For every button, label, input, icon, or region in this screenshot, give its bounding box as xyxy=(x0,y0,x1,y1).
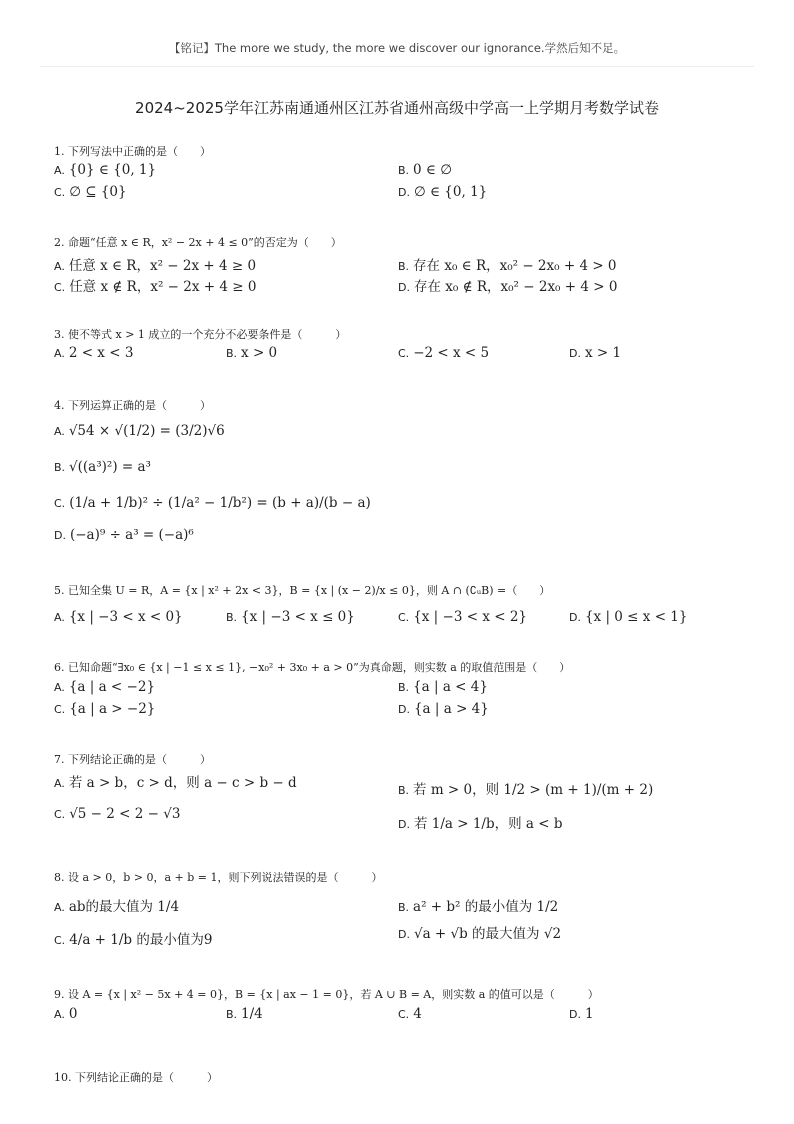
option-text: 若 1/a > 1/b，则 a < b xyxy=(413,816,563,832)
question-2-option-b xyxy=(398,254,617,274)
option-text: {a | a < −2} xyxy=(68,679,156,695)
option-text: (−a)⁹ ÷ a³ = (−a)⁶ xyxy=(69,527,194,543)
question-1-option-a xyxy=(54,162,156,178)
option-label: B. xyxy=(398,901,410,914)
question-3-stem: 3. 使不等式 x > 1 成立的一个充分不必要条件是（ ） xyxy=(54,328,347,341)
question-6-stem: 6. 已知命题“∃x₀ ∈ {x | −1 ≤ x ≤ 1}, −x₀² + 3x₀ + a > 0”为真命题，则实数 a 的取值范围是（ ） xyxy=(54,661,571,674)
option-label: D. xyxy=(398,281,410,294)
option-label: D. xyxy=(569,1008,581,1021)
question-2-option-d xyxy=(398,275,617,295)
option-label: A. xyxy=(54,1008,65,1021)
option-text: a² + b² 的最小值为 1/2 xyxy=(413,899,559,915)
option-label: B. xyxy=(54,461,66,474)
option-text: {a | a < 4} xyxy=(413,679,488,695)
option-text: 0 xyxy=(68,1006,78,1022)
option-label: A. xyxy=(54,164,65,177)
question-8-option-c xyxy=(54,928,212,948)
question-5-option-a xyxy=(54,609,183,625)
question-3-option-d xyxy=(569,345,621,361)
option-label: C. xyxy=(54,186,66,199)
option-text: √54 × √(1/2) = (3/2)√6 xyxy=(68,423,225,439)
header-motto: 【铭记】The more we study, the more we discover our ignorance.学然后知不足。 xyxy=(168,41,626,55)
question-6-option-a xyxy=(54,679,155,695)
question-1-option-b xyxy=(398,162,452,178)
option-label: B. xyxy=(398,164,410,177)
option-label: D. xyxy=(398,928,410,941)
question-1-option-d xyxy=(398,184,487,200)
option-label: A. xyxy=(54,901,65,914)
question-1-stem: 1. 下列写法中正确的是（ ） xyxy=(54,145,211,158)
option-label: C. xyxy=(398,347,410,360)
option-text: √a + √b 的最大值为 √2 xyxy=(413,926,562,942)
option-text: 存在 x₀ ∈ R，x₀² − 2x₀ + 4 > 0 xyxy=(413,258,617,274)
question-6-option-c xyxy=(54,701,155,717)
option-label: D. xyxy=(398,818,410,831)
question-9-option-c xyxy=(398,1006,422,1022)
question-1-option-c xyxy=(54,184,127,200)
option-text: 4 xyxy=(413,1006,422,1022)
question-7-option-a xyxy=(54,771,297,791)
question-8-option-d xyxy=(398,922,561,942)
option-text: √5 − 2 < 2 − √3 xyxy=(69,806,181,822)
option-text: {x | 0 ≤ x < 1} xyxy=(584,609,688,625)
option-text: ∅ ∈ {0, 1} xyxy=(413,184,488,200)
question-4-option-c xyxy=(54,495,371,511)
option-label: C. xyxy=(54,808,66,821)
option-text: 4/a + 1/b 的最小值为9 xyxy=(69,932,213,948)
option-label: B. xyxy=(398,784,410,797)
question-5-stem: 5. 已知全集 U = R，A = {x | x² + 2x < 3}，B = {x | (x − 2)/x ≤ 0}，则 A ∩ (∁ᵤB) =（ ） xyxy=(54,584,551,597)
option-text: {0} ∈ {0, 1} xyxy=(68,162,157,178)
option-label: A. xyxy=(54,425,65,438)
question-3-option-c xyxy=(398,345,489,361)
option-text: 1 xyxy=(584,1006,594,1022)
option-text: 若 m > 0，则 1/2 > (m + 1)/(m + 2) xyxy=(413,782,654,798)
option-text: {x | −3 < x < 0} xyxy=(68,609,183,625)
question-2-option-c xyxy=(54,275,256,295)
question-6-option-b xyxy=(398,679,488,695)
question-5-option-c xyxy=(398,609,527,625)
option-label: B. xyxy=(226,1008,238,1021)
option-text: 1/4 xyxy=(241,1006,263,1022)
question-8-option-b xyxy=(398,895,558,915)
question-7-stem: 7. 下列结论正确的是（ ） xyxy=(54,753,211,766)
option-label: D. xyxy=(398,703,410,716)
question-8-stem: 8. 设 a > 0，b > 0，a + b = 1，则下列说法错误的是（ ） xyxy=(54,871,383,884)
option-text: 若 a > b，c > d，则 a − c > b − d xyxy=(68,775,297,791)
option-text: {a | a > −2} xyxy=(69,701,156,717)
question-7-option-b xyxy=(398,778,653,798)
option-label: A. xyxy=(54,681,65,694)
option-text: 任意 x ∈ R，x² − 2x + 4 ≥ 0 xyxy=(68,258,257,274)
question-4-stem: 4. 下列运算正确的是（ ） xyxy=(54,399,211,412)
question-3-option-b xyxy=(226,345,277,361)
question-7-option-c xyxy=(54,806,180,822)
option-text: 存在 x₀ ∉ R，x₀² − 2x₀ + 4 > 0 xyxy=(413,279,618,295)
option-text: {x | −3 < x < 2} xyxy=(413,609,528,625)
option-text: √((a³)²) = a³ xyxy=(69,459,151,475)
option-label: D. xyxy=(54,529,66,542)
question-2-stem: 2. 命题“任意 x ∈ R，x² − 2x + 4 ≤ 0”的否定为（ ） xyxy=(54,236,342,249)
question-9-option-b xyxy=(226,1006,263,1022)
option-text: 0 ∈ ∅ xyxy=(413,162,452,178)
option-label: C. xyxy=(54,497,66,510)
option-label: D. xyxy=(569,611,581,624)
question-7-option-d xyxy=(398,812,563,832)
question-3-option-a xyxy=(54,345,133,361)
option-label: A. xyxy=(54,611,65,624)
question-6-option-d xyxy=(398,701,489,717)
question-5-option-d xyxy=(569,609,687,625)
question-2-option-a xyxy=(54,254,256,274)
option-text: {x | −3 < x ≤ 0} xyxy=(241,609,355,625)
option-label: B. xyxy=(226,611,238,624)
header-divider xyxy=(40,66,754,67)
option-text: x > 0 xyxy=(241,345,278,361)
option-text: ∅ ⊆ {0} xyxy=(69,184,127,200)
question-9-stem: 9. 设 A = {x | x² − 5x + 4 = 0}，B = {x | ax − 1 = 0}，若 A ∪ B = A，则实数 a 的值可以是（ ） xyxy=(54,988,599,1001)
option-text: x > 1 xyxy=(584,345,622,361)
option-label: B. xyxy=(226,347,238,360)
question-4-option-a xyxy=(54,423,225,439)
question-4-option-d xyxy=(54,527,194,543)
option-label: A. xyxy=(54,347,65,360)
question-8-option-a xyxy=(54,895,179,915)
page-title: 2024~2025学年江苏南通通州区江苏省通州高级中学高一上学期月考数学试卷 xyxy=(135,99,659,117)
option-label: C. xyxy=(54,281,66,294)
option-label: A. xyxy=(54,777,65,790)
option-text: 2 < x < 3 xyxy=(68,345,134,361)
option-label: B. xyxy=(398,681,410,694)
option-text: (1/a + 1/b)² ÷ (1/a² − 1/b²) = (b + a)/(b − a) xyxy=(69,495,371,511)
option-label: D. xyxy=(398,186,410,199)
question-4-option-b xyxy=(54,459,151,475)
question-5-option-b xyxy=(226,609,355,625)
question-9-option-d xyxy=(569,1006,594,1022)
question-9-option-a xyxy=(54,1006,77,1022)
option-text: {a | a > 4} xyxy=(413,701,489,717)
option-text: −2 < x < 5 xyxy=(413,345,490,361)
option-label: C. xyxy=(398,1008,410,1021)
option-label: D. xyxy=(569,347,581,360)
option-label: C. xyxy=(54,703,66,716)
option-label: C. xyxy=(398,611,410,624)
option-text: ab的最大值为 1/4 xyxy=(68,899,180,915)
question-10-stem: 10. 下列结论正确的是（ ） xyxy=(54,1071,218,1084)
option-text: 任意 x ∉ R，x² − 2x + 4 ≥ 0 xyxy=(69,279,257,295)
option-label: A. xyxy=(54,260,65,273)
option-label: B. xyxy=(398,260,410,273)
option-label: C. xyxy=(54,934,66,947)
